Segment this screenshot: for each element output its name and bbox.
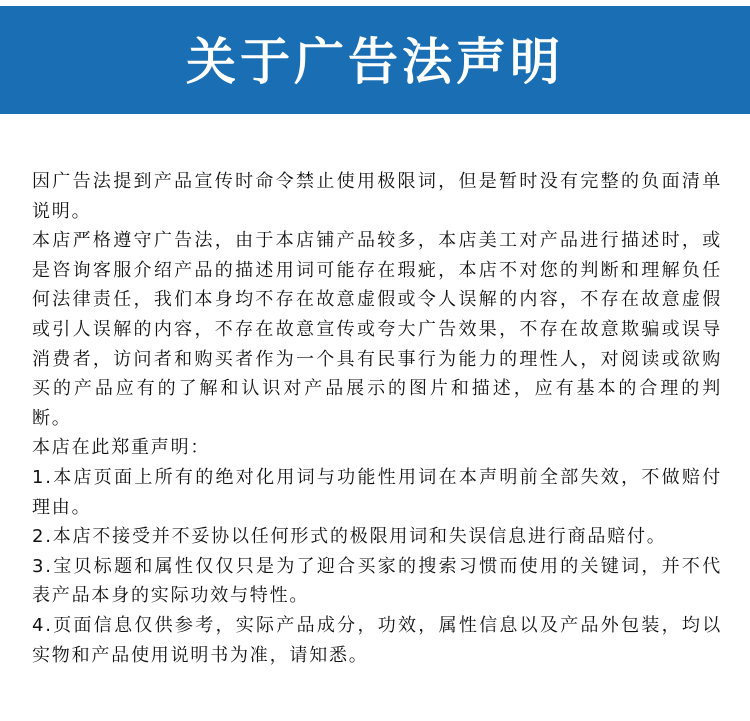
- statement-body: [32, 167, 722, 670]
- declaration-heading: 本店在此郑重声明：: [32, 437, 211, 459]
- declaration-item-4: 4.页面信息仅供参考，实际产品成分，功效，属性信息以及产品外包装，均以实物和产品使用说明书为准，请知悉。: [32, 614, 722, 666]
- declaration-item-2: 2.本店不接受并不妥协以任何形式的极限用词和失误信息进行商品赔付。: [32, 526, 667, 548]
- title-banner: [0, 6, 750, 114]
- declaration-item-3: 3.宝贝标题和属性仅仅只是为了迎合买家的搜索习惯而使用的关键词，并不代表产品本身的实际功效与特性。: [32, 555, 722, 607]
- intro-paragraph: 因广告法提到产品宣传时命令禁止使用极限词，但是暂时没有完整的负面清单说明。: [32, 171, 722, 222]
- compliance-paragraph: 本店严格遵守广告法，由于本店铺产品较多，本店美工对产品进行描述时，或是咨询客服介绍产品的描述用词可能存在瑕疵，本店不对您的判断和理解负任何法律责任，我们本身均不存在故意虚假或令人误解的内容，不存在故意虚假或引人误解的内容，不存在故意宣传或夸大广告效果，不存在故意欺骗或误导消费者，访问者和购买者作为一个具有民事行为能力的理性人，对阅读或欲购买的产品应有的了解和认识对产品展示的图片和描述，应有基本的合理的判断。: [32, 230, 722, 429]
- declaration-item-1: 1.本店页面上所有的绝对化用词与功能性用词在本声明前全部失效，不做赔付理由。: [32, 466, 722, 518]
- page-title: 关于广告法声明: [186, 33, 564, 91]
